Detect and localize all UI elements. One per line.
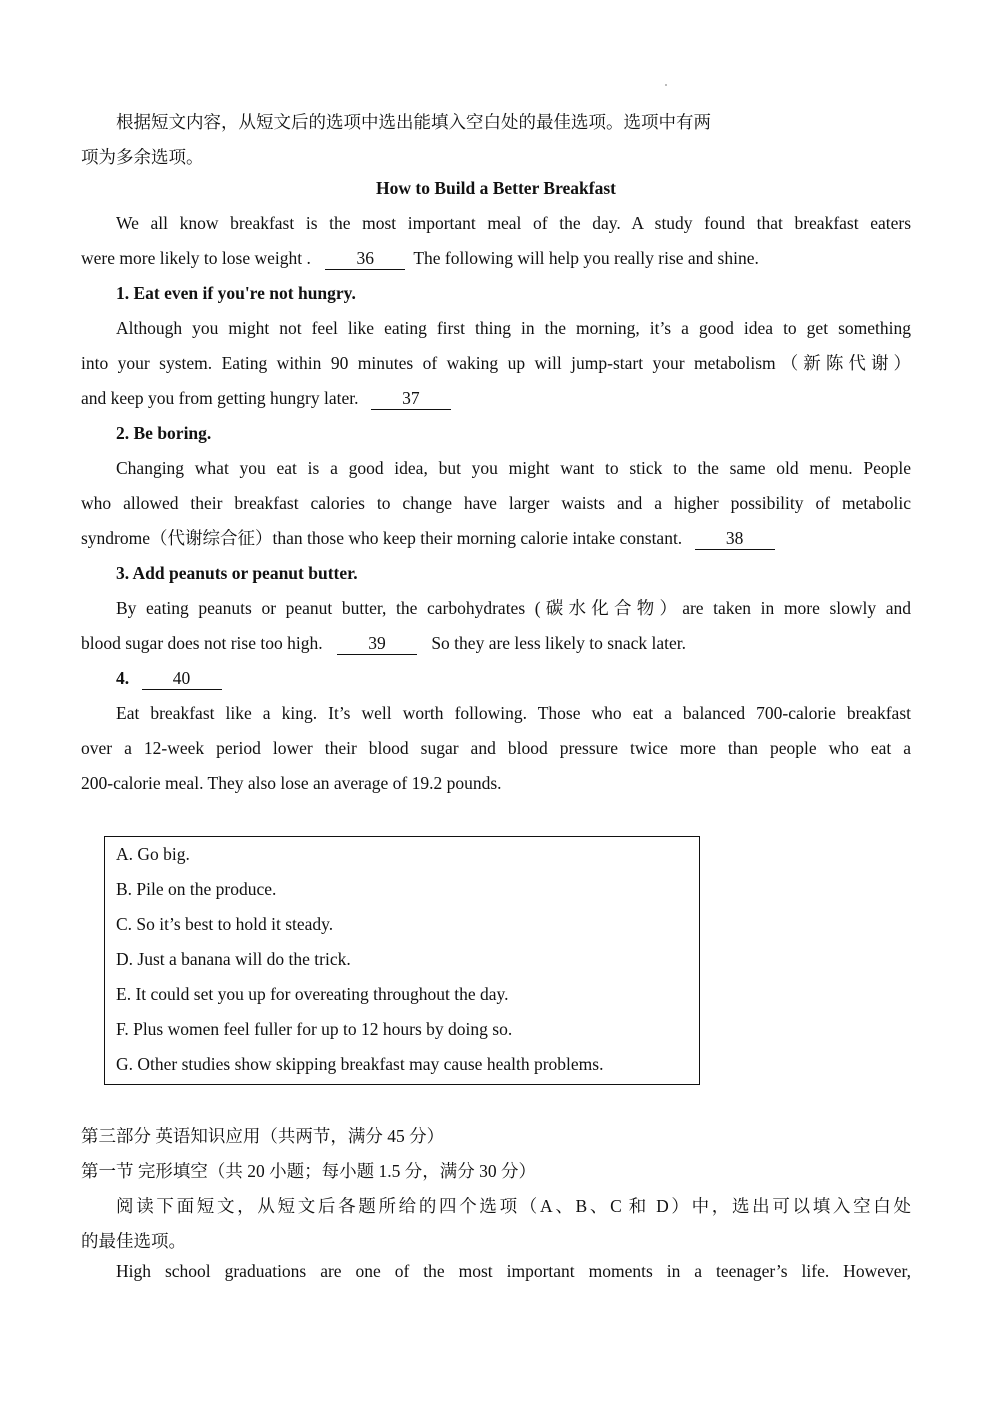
text-span: were more likely to lose weight . — [81, 248, 311, 268]
answer-blank-40[interactable]: 40 — [142, 667, 222, 690]
answer-blank-37[interactable]: 37 — [371, 387, 451, 410]
paragraph-line: Although you might not feel like eating first thing in the morning, it’s a good idea to get something — [116, 318, 911, 338]
scan-speck — [665, 84, 667, 86]
cloze-text-line: High school graduations are one of the most important moments in a teenager’s life. However, — [116, 1261, 911, 1281]
paragraph-line: Changing what you eat is a good idea, but you might want to stick to the same old menu. People — [116, 458, 911, 478]
paragraph-line — [81, 241, 911, 276]
option-g: G. Other studies show skipping breakfast may cause health problems. — [116, 1054, 604, 1074]
part3-heading: 第三部分 英语知识应用（共两节，满分 45 分） — [81, 1126, 445, 1146]
subheading-1: 1. Eat even if you're not hungry. — [116, 283, 356, 303]
instructions-line-1: 根据短文内容，从短文后的选项中选出能填入空白处的最佳选项。选项中有两 — [116, 112, 711, 132]
paragraph-line: By eating peanuts or peanut butter, the carbohydrates (碳水化合物）are taken in more slowly and — [116, 598, 911, 618]
answer-blank-36[interactable]: 36 — [325, 247, 405, 270]
paragraph-line: We all know breakfast is the most important meal of the day. A study found that breakfast eaters — [116, 213, 911, 233]
subheading-2: 2. Be boring. — [116, 423, 212, 443]
option-e: E. It could set you up for overeating throughout the day. — [116, 984, 509, 1004]
option-f: F. Plus women feel fuller for up to 12 hours by doing so. — [116, 1019, 513, 1039]
text-span: So they are less likely to snack later. — [431, 633, 686, 653]
text-span: The following will help you really rise and shine. — [413, 248, 759, 268]
paragraph-line: into your system. Eating within 90 minutes of waking up will jump-start your metabolism（新陈代谢） — [81, 353, 911, 373]
paragraph-line: over a 12-week period lower their blood sugar and blood pressure twice more than people who eat a — [81, 738, 911, 758]
subheading-number: 4. — [116, 668, 130, 688]
instructions-line-2: 项为多余选项。 — [81, 147, 204, 167]
paragraph-line: who allowed their breakfast calories to change have larger waists and a higher possibility of metabolic — [81, 493, 911, 513]
text-span: blood sugar does not rise too high. — [81, 633, 323, 653]
paragraph-line — [81, 521, 911, 556]
section1-heading: 第一节 完形填空（共 20 小题；每小题 1.5 分，满分 30 分） — [81, 1161, 536, 1181]
passage-title: How to Build a Better Breakfast — [376, 178, 616, 198]
text-span: syndrome（代谢综合征）than those who keep their morning calorie intake constant. — [81, 528, 683, 548]
paragraph-line: Eat breakfast like a king. It’s well worth following. Those who eat a balanced 700-calorie breakfast — [116, 703, 911, 723]
option-b: B. Pile on the produce. — [116, 879, 277, 899]
answer-blank-38[interactable]: 38 — [695, 527, 775, 550]
option-d: D. Just a banana will do the trick. — [116, 949, 351, 969]
cloze-instructions-line-2: 的最佳选项。 — [81, 1231, 186, 1251]
answer-blank-39[interactable]: 39 — [337, 632, 417, 655]
paragraph-line — [81, 381, 911, 416]
option-a: A. Go big. — [116, 844, 190, 864]
options-box — [104, 836, 700, 1085]
cloze-instructions-line-1: 阅读下面短文，从短文后各题所给的四个选项（A、B、C 和 D）中，选出可以填入空白处 — [116, 1196, 911, 1216]
subheading-3: 3. Add peanuts or peanut butter. — [116, 563, 358, 583]
option-c: C. So it’s best to hold it steady. — [116, 914, 334, 934]
paragraph-line: 200-calorie meal. They also lose an average of 19.2 pounds. — [81, 773, 502, 793]
paragraph-line — [81, 626, 911, 661]
subheading-4 — [116, 661, 911, 696]
text-span: and keep you from getting hungry later. — [81, 388, 359, 408]
